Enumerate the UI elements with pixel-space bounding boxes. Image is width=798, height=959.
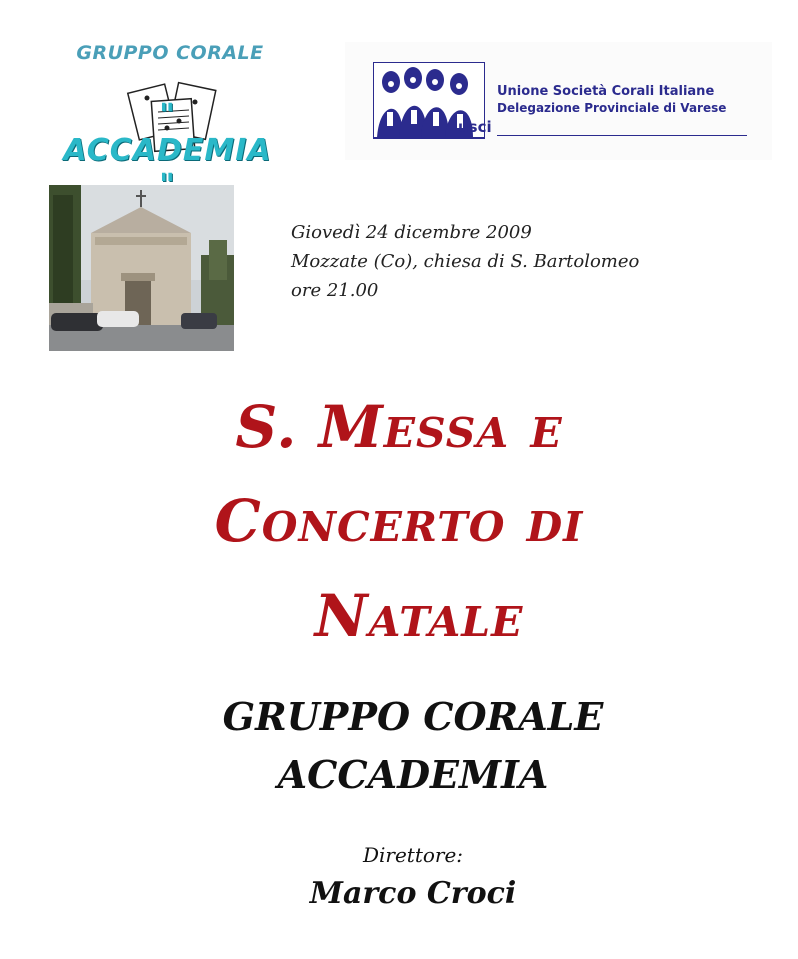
usci-delegation: Delegazione Provinciale di Varese [497,101,727,115]
director-name: Marco Croci [309,876,517,911]
event-time: ore 21.00 [291,280,379,301]
usci-divider [497,135,747,136]
church-photo [49,185,234,351]
usci-acronym: usci [458,118,492,136]
choir-name-line-2: ACCADEMIA [277,752,549,797]
usci-org-name: Unione Società Corali Italiane [497,84,715,99]
choir-logo [40,40,290,168]
title-line-2: Concerto di [214,487,584,555]
logo-choir-label: GRUPPO CORALE [76,42,264,64]
director-label: Direttore: [362,843,464,867]
usci-logo [345,42,772,160]
title-line-3: Natale [314,582,524,650]
event-location: Mozzate (Co), chiesa di S. Bartolomeo [291,251,640,272]
event-details [291,218,771,305]
title-line-1: S. Messa e [235,393,563,461]
event-date: Giovedì 24 dicembre 2009 [291,222,532,243]
logo-accademia-label: " ACCADEMIA [63,98,272,168]
choir-name-line-1: GRUPPO CORALE [222,694,604,739]
